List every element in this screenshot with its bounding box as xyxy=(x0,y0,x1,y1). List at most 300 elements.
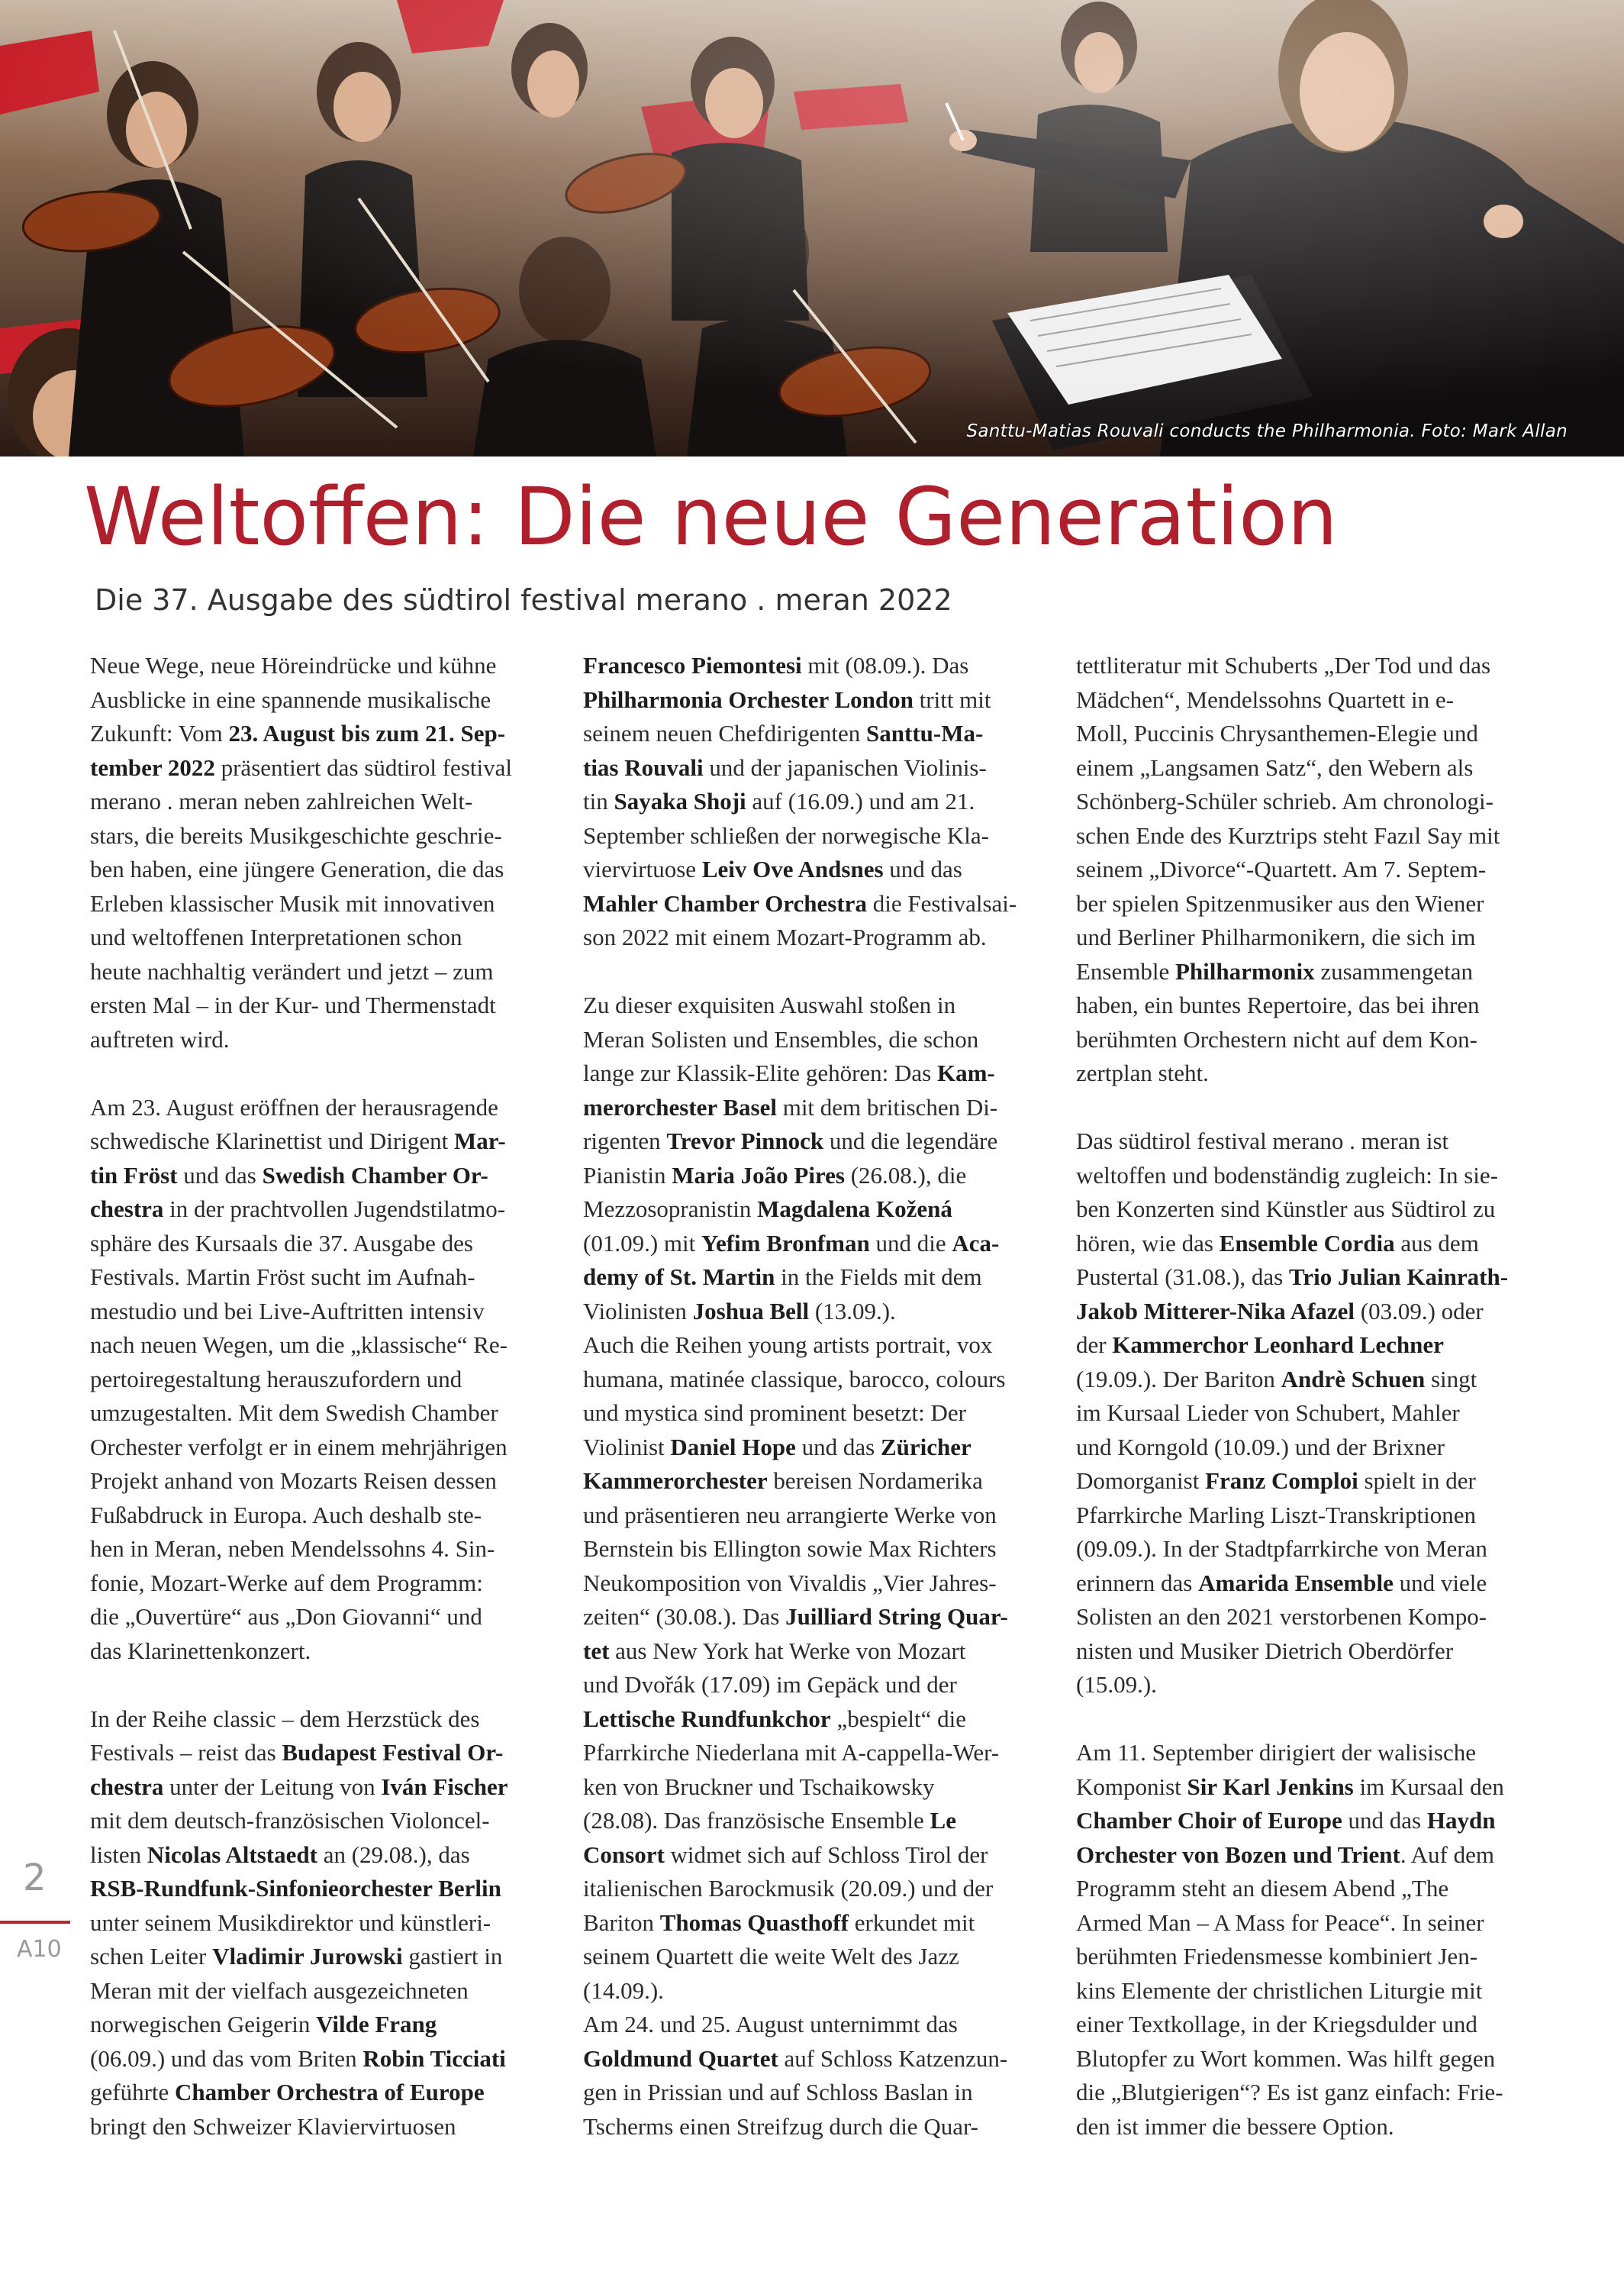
photo-caption: Santtu-Matias Rouvali conducts the Philharmonia. Foto: Mark Allan xyxy=(966,421,1568,441)
bold-name: Orchester von Bozen und Trient xyxy=(1076,1841,1400,1868)
text-run: (19.09.). Der Bariton xyxy=(1076,1365,1281,1392)
text-line xyxy=(583,1532,1049,1566)
text-run: bringt den Schweizer Klaviervirtuosen xyxy=(90,2112,456,2140)
text-line xyxy=(583,1940,1049,1974)
text-run: ber spielen Spitzenmusiker aus den Wiener xyxy=(1076,889,1484,917)
text-line xyxy=(583,1260,1049,1295)
text-run: (09.09.). In der Stadtpfarrkirche von Meran xyxy=(1076,1535,1487,1562)
text-run: präsentiert das südtirol festival xyxy=(214,753,512,781)
text-line xyxy=(583,649,1049,683)
text-run: widmet sich auf Schloss Tirol der xyxy=(664,1841,988,1868)
text-line xyxy=(1076,2076,1549,2110)
text-line xyxy=(1076,853,1549,887)
text-run: weltoffen und bodenständig zugleich: In sie- xyxy=(1076,1161,1498,1189)
text-run: berühmten Orchestern nicht auf dem Kon- xyxy=(1076,1025,1477,1053)
text-run: Orchester verfolgt er in einem mehrjährigen xyxy=(90,1433,508,1460)
text-line xyxy=(90,1192,556,1227)
text-line xyxy=(90,717,556,751)
text-line xyxy=(583,751,1049,786)
text-run: schwedische Klarinettist und Dirigent xyxy=(90,1128,454,1154)
text-run: nach neuen Wegen, um die „klassische“ Re- xyxy=(90,1331,508,1358)
bold-name: Santtu-Ma- xyxy=(866,720,984,747)
text-run: tritt mit xyxy=(913,686,991,713)
text-run: zertplan steht. xyxy=(1076,1060,1209,1086)
bold-name: chestra xyxy=(90,1195,164,1222)
text-run: im Kursaal Lieder von Schubert, Mahler xyxy=(1076,1399,1460,1426)
bold-name: Trevor Pinnock xyxy=(666,1128,824,1154)
text-line xyxy=(1076,1499,1549,1533)
text-line xyxy=(90,1736,556,1770)
bold-name: Goldmund Quartet xyxy=(583,2044,778,2072)
text-run: tin xyxy=(583,788,614,815)
text-run: zusammengetan xyxy=(1314,957,1474,985)
text-run: mit dem britischen Di- xyxy=(776,1093,998,1121)
bold-name: tet xyxy=(583,1637,610,1664)
text-line xyxy=(90,2008,556,2042)
text-run: bereisen Nordamerika xyxy=(767,1467,983,1494)
text-run: und das xyxy=(883,856,962,882)
text-run: zeiten“ (30.08.). Das xyxy=(583,1603,786,1630)
text-line xyxy=(90,1770,556,1805)
text-run: und das xyxy=(177,1161,263,1189)
text-line xyxy=(1076,1260,1549,1295)
text-run: Am 23. August eröffnen der herausragende xyxy=(90,1093,498,1121)
text-line xyxy=(1076,785,1549,819)
subtitle: Die 37. Ausgabe des südtirol festival merano . meran 2022 xyxy=(95,583,952,617)
text-line xyxy=(583,2076,1049,2110)
text-run: auftreten wird. xyxy=(90,1025,230,1053)
text-run: haben, ein buntes Repertoire, das bei ihren xyxy=(1076,992,1480,1018)
bold-name: Aca- xyxy=(952,1229,1000,1257)
text-run: Komponist xyxy=(1076,1773,1187,1800)
text-line xyxy=(583,1328,1049,1363)
text-run: unter der Leitung von xyxy=(163,1773,382,1800)
text-line xyxy=(1076,1906,1549,1941)
text-run: Meran mit der vielfach ausgezeichneten xyxy=(90,1976,469,2004)
page-code: A10 xyxy=(17,1936,62,1963)
text-run: Violinist xyxy=(583,1433,671,1460)
bold-name: Daniel Hope xyxy=(670,1433,796,1460)
bold-name: Philharmonix xyxy=(1175,957,1315,985)
bold-name: Vilde Frang xyxy=(316,2011,437,2037)
text-run: Pustertal (31.08.), das xyxy=(1076,1263,1289,1290)
text-run: unter seinem Musikdirektor und künstleri- xyxy=(90,1908,491,1936)
bold-name: Ensemble Cordia xyxy=(1219,1229,1395,1257)
text-line xyxy=(583,1124,1049,1159)
text-run: seinem „Divorce“-Quartett. Am 7. Septem- xyxy=(1076,856,1487,882)
paragraph xyxy=(90,1702,556,2144)
text-line xyxy=(583,1464,1049,1499)
bold-name: RSB-Rundfunk-Sinfonieorchester Berlin xyxy=(90,1875,501,1902)
text-line xyxy=(90,921,556,955)
text-run: Bariton xyxy=(583,1908,660,1936)
text-run: sphäre des Kursaals die 37. Ausgabe des xyxy=(90,1229,473,1257)
text-line xyxy=(90,853,556,887)
text-line xyxy=(1076,683,1549,718)
text-line xyxy=(583,989,1049,1023)
text-line xyxy=(583,1057,1049,1091)
text-line xyxy=(1076,1431,1549,1465)
text-run: (06.09.) und das vom Briten xyxy=(90,2044,363,2072)
text-line xyxy=(583,717,1049,751)
text-run: gastiert in xyxy=(402,1943,503,1970)
bold-name: merorchester Basel xyxy=(583,1093,777,1121)
text-run: gen in Prissian und auf Schloss Baslan in xyxy=(583,2079,973,2105)
text-line xyxy=(90,1260,556,1295)
text-line xyxy=(583,1668,1049,1702)
text-line xyxy=(583,819,1049,853)
text-run: Zukunft: Vom xyxy=(90,720,229,747)
text-run: italienischen Barockmusik (20.09.) und der xyxy=(583,1875,994,1902)
text-run: in the Fields mit dem xyxy=(775,1263,982,1290)
text-line xyxy=(90,1227,556,1261)
text-run: und viele xyxy=(1393,1569,1487,1596)
bold-name: Züricher xyxy=(880,1433,972,1460)
text-run: viervirtuose xyxy=(583,856,702,882)
text-run: und das xyxy=(1342,1807,1427,1834)
text-run: aus New York hat Werke von Mozart xyxy=(609,1637,966,1664)
text-line xyxy=(90,1940,556,1974)
text-line xyxy=(583,1295,1049,1329)
bold-name: Robin Ticciati xyxy=(362,2044,506,2072)
text-run: Blutopfer zu Wort kommen. Was hilft gegen xyxy=(1076,2044,1496,2072)
text-line xyxy=(90,1974,556,2008)
text-line xyxy=(90,819,556,853)
text-line xyxy=(90,2110,556,2144)
bold-name: Amarida Ensemble xyxy=(1198,1569,1394,1596)
text-line xyxy=(583,1770,1049,1805)
bold-name: Iván Fischer xyxy=(381,1773,508,1800)
text-line xyxy=(583,1396,1049,1431)
text-line xyxy=(90,2042,556,2076)
text-line xyxy=(583,1566,1049,1601)
text-run: ben Konzerten sind Künstler aus Südtirol zu xyxy=(1076,1195,1496,1222)
text-line xyxy=(1076,649,1549,683)
text-run: schen Ende des Kurztrips steht Fazıl Say mit xyxy=(1076,821,1500,849)
text-run: einer Textkollage, in der Kriegsdulder und xyxy=(1076,2011,1477,2037)
text-run: geführte xyxy=(90,2079,176,2105)
text-line xyxy=(583,1906,1049,1941)
text-run: Das südtirol festival merano . meran ist xyxy=(1076,1128,1449,1154)
text-line xyxy=(90,2076,556,2110)
bold-name: tias Rouvali xyxy=(583,753,704,781)
text-run: seinem Quartett die weite Welt des Jazz xyxy=(583,1943,959,1970)
text-run: und das xyxy=(795,1433,881,1460)
text-line xyxy=(90,1464,556,1499)
text-line xyxy=(1076,921,1549,955)
text-run: lange zur Klassik-Elite gehören: Das xyxy=(583,1060,937,1086)
bold-name: Mar- xyxy=(453,1128,506,1154)
text-run: einem „Langsamen Satz“, den Webern als xyxy=(1076,753,1474,781)
text-run: und Korngold (10.09.) und der Brixner xyxy=(1076,1433,1445,1460)
text-run: September schließen der norwegische Kla- xyxy=(583,821,989,849)
bold-name: 23. August bis zum 21. Sep- xyxy=(228,720,506,747)
bold-name: Yefim Bronfman xyxy=(701,1229,870,1257)
text-run: die Festivalsai- xyxy=(866,889,1017,917)
text-run: ken von Bruckner und Tschaikowsky xyxy=(583,1773,935,1800)
text-line xyxy=(583,1499,1049,1533)
text-run: Fußabdruck in Europa. Auch deshalb ste- xyxy=(90,1501,482,1528)
text-line xyxy=(583,1974,1049,2008)
text-line xyxy=(583,1091,1049,1125)
bold-name: Trio Julian Kainrath- xyxy=(1288,1263,1509,1290)
text-run: auf (16.09.) und am 21. xyxy=(746,788,975,815)
text-run: der xyxy=(1076,1331,1113,1358)
text-run: (26.08.), die xyxy=(844,1161,967,1189)
text-line xyxy=(583,853,1049,887)
text-line xyxy=(1076,1124,1549,1159)
text-run: (15.09.). xyxy=(1076,1671,1157,1698)
text-line xyxy=(583,887,1049,921)
text-line xyxy=(583,1227,1049,1261)
bold-name: Joshua Bell xyxy=(692,1297,810,1324)
text-run: Neukomposition von Vivaldis „Vier Jahres- xyxy=(583,1569,997,1596)
bold-name: Maria João Pires xyxy=(672,1161,845,1189)
text-line xyxy=(1076,1328,1549,1363)
bold-name: Haydn xyxy=(1426,1807,1496,1834)
text-line xyxy=(90,1159,556,1193)
text-line xyxy=(1076,1838,1549,1873)
text-run: den ist immer die bessere Option. xyxy=(1076,2112,1394,2140)
text-run: Meran Solisten und Ensembles, die schon xyxy=(583,1025,979,1053)
text-run: Pfarrkirche Niederlana mit A-cappella-Wer- xyxy=(583,1739,1000,1766)
text-line xyxy=(90,649,556,683)
text-run: die „Blutgierigen“? Es ist ganz einfach: Frie- xyxy=(1076,2079,1503,2105)
text-line xyxy=(583,1838,1049,1873)
text-line xyxy=(1076,1770,1549,1805)
text-line xyxy=(583,1159,1049,1193)
text-run: hören, wie das xyxy=(1076,1229,1220,1257)
text-line xyxy=(1076,989,1549,1023)
bold-name: Chamber Orchestra of Europe xyxy=(175,2079,485,2105)
text-line xyxy=(90,1906,556,1941)
text-line xyxy=(90,1396,556,1431)
text-run: (01.09.) mit xyxy=(583,1229,701,1257)
text-line xyxy=(583,2042,1049,2076)
text-run: Bernstein bis Ellington sowie Max Richters xyxy=(583,1535,997,1562)
text-run: kins Elemente der christlichen Liturgie mit xyxy=(1076,1976,1483,2004)
text-line xyxy=(583,1872,1049,1906)
text-line xyxy=(90,683,556,718)
bold-name: Swedish Chamber Or- xyxy=(262,1161,488,1189)
text-run: Am 11. September dirigiert der walisische xyxy=(1076,1739,1476,1766)
text-run: mit (08.09.). Das xyxy=(801,652,969,679)
text-line xyxy=(1076,2042,1549,2076)
text-line xyxy=(1076,1023,1549,1057)
text-run: Festivals – reist das xyxy=(90,1739,282,1766)
paragraph xyxy=(90,649,556,1057)
text-run: „bespielt“ die xyxy=(830,1705,966,1732)
text-run: und weltoffenen Interpretationen schon xyxy=(90,924,462,950)
text-run: (13.09.). xyxy=(809,1297,896,1324)
bold-name: Le xyxy=(930,1807,956,1834)
text-run: erkundet mit xyxy=(848,1908,975,1936)
headline: Weltoffen: Die neue Generation xyxy=(84,470,1338,563)
text-line xyxy=(583,921,1049,955)
text-run: und mystica sind prominent besetzt: Der xyxy=(583,1399,966,1426)
text-run: Neue Wege, neue Höreindrücke und kühne xyxy=(90,652,497,679)
text-run: und der japanischen Violinis- xyxy=(703,753,987,781)
text-run: und präsentieren neu arrangierte Werke von xyxy=(583,1501,997,1528)
page-number: 2 xyxy=(23,1857,47,1899)
text-line xyxy=(1076,751,1549,786)
bold-name: Nicolas Altstaedt xyxy=(147,1841,317,1868)
text-run: Ensemble xyxy=(1076,957,1175,985)
text-run: und Berliner Philharmonikern, die sich im xyxy=(1076,924,1476,950)
bold-name: Sayaka Shoji xyxy=(614,788,746,815)
text-line xyxy=(90,1023,556,1057)
text-run: Mädchen“, Mendelssohns Quartett in e- xyxy=(1076,686,1455,713)
bold-name: Juilliard String Quar- xyxy=(785,1603,1008,1630)
text-line xyxy=(583,1634,1049,1669)
text-line xyxy=(1076,2110,1549,2144)
text-line xyxy=(90,751,556,786)
text-run: Zu dieser exquisiten Auswahl stoßen in xyxy=(583,992,956,1018)
text-line xyxy=(90,1702,556,1737)
paragraph xyxy=(583,649,1049,955)
text-run: im Kursaal den xyxy=(1353,1773,1504,1800)
bold-name: Thomas Quasthoff xyxy=(659,1908,849,1936)
text-run: Violinisten xyxy=(583,1297,693,1324)
text-line xyxy=(1076,1192,1549,1227)
text-run: Pianistin xyxy=(583,1161,672,1189)
text-run: und die legendäre xyxy=(823,1128,998,1154)
text-line xyxy=(1076,1634,1549,1669)
text-run: ersten Mal – in der Kur- und Thermenstadt xyxy=(90,992,496,1018)
bold-name: tin Fröst xyxy=(90,1161,178,1189)
text-line xyxy=(583,1363,1049,1397)
text-line xyxy=(90,1328,556,1363)
text-run: listen xyxy=(90,1841,147,1868)
text-line xyxy=(90,955,556,989)
text-line xyxy=(90,1600,556,1634)
text-run: Tscherms einen Streifzug durch die Quar- xyxy=(583,2112,978,2140)
text-run: die „Ouvertüre“ aus „Don Giovanni“ und xyxy=(90,1603,482,1630)
text-line xyxy=(1076,1532,1549,1566)
article-column-3 xyxy=(1076,649,1549,2144)
text-run: Domorganist xyxy=(1076,1467,1206,1494)
bold-name: Kammerorchester xyxy=(583,1467,768,1494)
text-run: Moll, Puccinis Chrysanthemen-Elegie und xyxy=(1076,720,1478,747)
paragraph xyxy=(1076,649,1549,1091)
text-line xyxy=(90,887,556,921)
text-line xyxy=(90,1532,556,1566)
text-run: humana, matinée classique, barocco, colours xyxy=(583,1365,1006,1392)
text-run: Auch die Reihen young artists portrait, vox xyxy=(583,1331,993,1358)
bold-name: Chamber Choir of Europe xyxy=(1076,1807,1342,1834)
text-line xyxy=(583,785,1049,819)
text-run: seinem neuen Chefdirigenten xyxy=(583,720,867,747)
bold-name: Sir Karl Jenkins xyxy=(1187,1773,1354,1800)
text-line xyxy=(583,1192,1049,1227)
text-run: nisten und Musiker Dietrich Oberdörfer xyxy=(1076,1637,1454,1664)
text-line xyxy=(1076,1736,1549,1770)
bold-name: Jakob Mitterer-Nika Afazel xyxy=(1076,1297,1355,1324)
text-line xyxy=(1076,819,1549,853)
text-line xyxy=(583,683,1049,718)
bold-name: Philharmonia Orchester London xyxy=(583,686,914,713)
text-line xyxy=(1076,1668,1549,1702)
text-line xyxy=(583,1736,1049,1770)
bold-name: Budapest Festival Or- xyxy=(282,1739,504,1766)
text-line xyxy=(90,1566,556,1601)
text-run: spielt in der xyxy=(1358,1467,1476,1494)
text-line xyxy=(583,1702,1049,1737)
text-line xyxy=(90,1838,556,1873)
text-line xyxy=(1076,1566,1549,1601)
text-run: . Auf dem xyxy=(1400,1841,1494,1868)
bold-name: Leiv Ove Andsnes xyxy=(701,856,884,882)
folio-rule xyxy=(0,1921,70,1924)
bold-name: Kam- xyxy=(937,1060,995,1086)
text-line xyxy=(1076,955,1549,989)
text-line xyxy=(1076,887,1549,921)
text-line xyxy=(583,1431,1049,1465)
text-run: das Klarinettenkonzert. xyxy=(90,1637,311,1664)
bold-name: demy of St. Martin xyxy=(583,1263,775,1290)
text-line xyxy=(583,1804,1049,1838)
article-column-2 xyxy=(583,649,1049,2144)
text-run: Erleben klassischer Musik mit innovativen xyxy=(90,889,495,917)
text-line xyxy=(1076,1464,1549,1499)
text-run: norwegischen Geigerin xyxy=(90,2011,317,2037)
text-line xyxy=(90,1295,556,1329)
hero-photo xyxy=(0,0,1624,457)
text-line xyxy=(1076,1396,1549,1431)
text-run: Festivals. Martin Fröst sucht im Aufnah- xyxy=(90,1263,475,1290)
bold-name: Franz Comploi xyxy=(1205,1467,1358,1494)
text-run: Am 24. und 25. August unternimmt das xyxy=(583,2011,958,2037)
text-line xyxy=(1076,1295,1549,1329)
text-line xyxy=(90,785,556,819)
article-column-1 xyxy=(90,649,556,2144)
text-run: Programm steht an diesem Abend „The xyxy=(1076,1875,1449,1902)
text-run: merano . meran neben zahlreichen Welt- xyxy=(90,788,473,815)
paragraph xyxy=(1076,1124,1549,1702)
text-run: berühmten Friedensmesse kombiniert Jen- xyxy=(1076,1943,1478,1970)
text-run: tettliteratur mit Schuberts „Der Tod und das xyxy=(1076,652,1491,679)
text-line xyxy=(1076,1159,1549,1193)
text-line xyxy=(583,1600,1049,1634)
text-run: erinnern das xyxy=(1076,1569,1199,1596)
text-run: und die xyxy=(869,1229,952,1257)
bold-name: Mahler Chamber Orchestra xyxy=(583,889,867,917)
text-run: auf Schloss Katzenzun- xyxy=(778,2044,1008,2072)
text-line xyxy=(583,2110,1049,2144)
text-line xyxy=(583,1023,1049,1057)
text-run: und Dvořák (17.09) im Gepäck und der xyxy=(583,1671,957,1698)
text-line xyxy=(90,1431,556,1465)
bold-name: Francesco Piemontesi xyxy=(583,652,802,679)
bold-name: Vladimir Jurowski xyxy=(212,1943,403,1970)
text-line xyxy=(1076,1227,1549,1261)
text-run: (14.09.). xyxy=(583,1976,664,2004)
text-line xyxy=(90,1499,556,1533)
text-run: schen Leiter xyxy=(90,1943,213,1970)
text-run: Pfarrkirche Marling Liszt-Transkriptionen xyxy=(1076,1501,1477,1528)
text-line xyxy=(1076,1940,1549,1974)
text-line xyxy=(90,1804,556,1838)
text-run: pertoiregestaltung herauszufordern und xyxy=(90,1365,462,1392)
text-run: fonie, Mozart-Werke auf dem Programm: xyxy=(90,1569,483,1596)
text-run: rigenten xyxy=(583,1128,667,1154)
text-line xyxy=(90,1091,556,1125)
bold-name: Magdalena Kožená xyxy=(757,1195,952,1222)
text-line xyxy=(90,1634,556,1669)
text-line xyxy=(90,1124,556,1159)
text-run: Armed Man – A Mass for Peace“. In seiner xyxy=(1076,1908,1484,1936)
text-line xyxy=(90,1363,556,1397)
